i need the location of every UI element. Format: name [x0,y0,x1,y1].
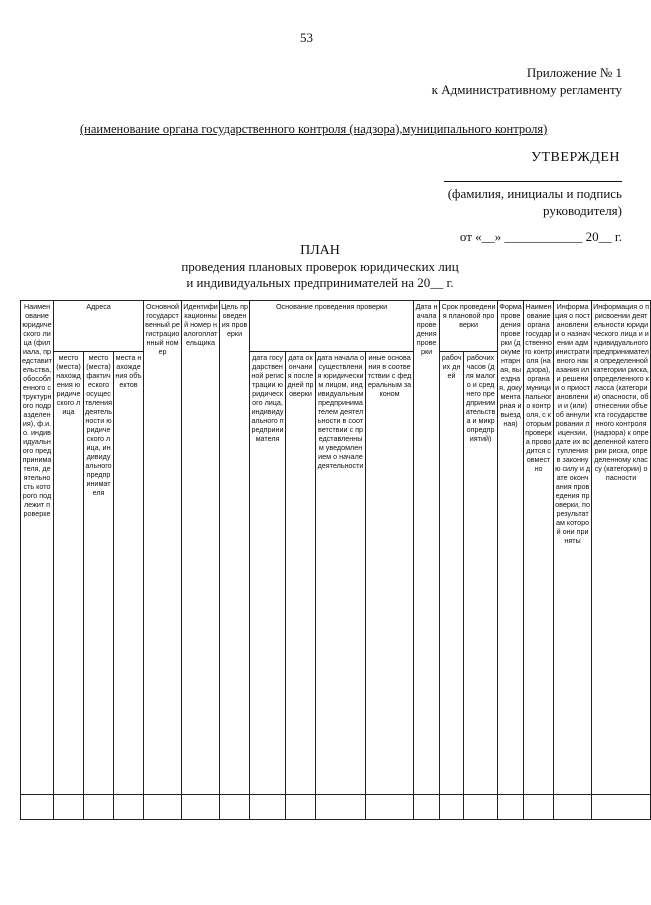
header-inn: Идентификационный номер налогоплательщика [182,301,220,795]
document-subtitle [0,259,640,291]
header-risk-info: Информация о присвоении деятельности юридического лица и индивидуального предпринимателя определенной категории риска, определенного класса (категории) опасности, об отнесении объекта государственного контроля (надзора) к определенной категории риска, определенному классу (категории) опасности [592,301,651,795]
subheader-registration-date: дата государственной регистрации юридического лица, индивидуального предпринимателя [250,352,286,795]
header-addresses: Адреса [54,301,144,352]
signature-caption-line-2: руководителя) [543,203,622,218]
header-grounds: Основание проведения проверки [250,301,414,352]
subheader-other-grounds: иные основания в соответствии с федеральным законом [366,352,414,795]
header-entity-name: Наименование юридического лица (филиала, представительства, обособленного структурного подразделения), ф.и.о. индивидуального предпринимателя, деятельность которого подлежит проверке [21,301,54,795]
header-start-date: Дата начала проведения проверки [414,301,440,795]
header-term: Срок проведения плановой проверки [440,301,498,352]
signature-caption [448,185,622,219]
appendix-heading [432,64,622,98]
signature-caption-line-1: (фамилия, инициалы и подпись [447,186,622,201]
subheader-working-days: рабочих дней [440,352,464,795]
subheader-activity-start-date: дата начала осуществления юридическим лицом, индивидуальным предпринимателем деятельности в соответствии с представленным уведомлением о начале деятельности [316,352,366,795]
page-number: 53 [300,30,313,45]
signature-line [444,181,622,182]
appendix-line-1: Приложение № 1 [526,65,622,80]
subheader-working-hours: рабочих часов (для малого и среднего предпринимательства и микропредприятий) [464,352,498,795]
header-form: Форма проведения проверки (документарная, выездная, документарная и выездная) [498,301,524,795]
appendix-line-2: к Административному регламенту [431,82,622,97]
approved-label: УТВЕРЖДЕН [531,150,620,165]
header-penalty-info: Информация о постановлении о назначении административного наказания или решении о приостановлении и (или) об аннулировании лицензии, дате их вступления в законную силу и дате окончания проведения проверки, по результатам которой они приняты [554,301,592,795]
subheader-legal-address: место (места) нахождения юридического лица [54,352,84,795]
subheader-last-check-date: дата окончания последней проверки [286,352,316,795]
header-joint-body: Наименование органа государственного контроля (надзора), органа муниципального контроля, с которым проверка проводится совместно [524,301,554,795]
inspection-plan-table [20,300,651,820]
header-purpose: Цель проведения проверки [220,301,250,795]
table-row [21,795,651,820]
org-caption: (наименование органа государственного контроля (надзора),муниципального контроля) [80,122,548,136]
subtitle-line-2: и индивидуальных предпринимателей на 20__ г. [186,275,454,290]
header-ogrn: Основной государственный регистрационный номер [144,301,182,795]
subtitle-line-1: проведения плановых проверок юридических лиц [181,259,459,274]
document-title: ПЛАН [300,243,340,258]
subheader-actual-address: место (места) фактического осуществления деятельности юридического лица, индивидуального предпринимателя [84,352,114,795]
subheader-objects-address: места нахождения объектов [114,352,144,795]
approval-date: от «__» ____________ 20__ г. [459,229,622,244]
